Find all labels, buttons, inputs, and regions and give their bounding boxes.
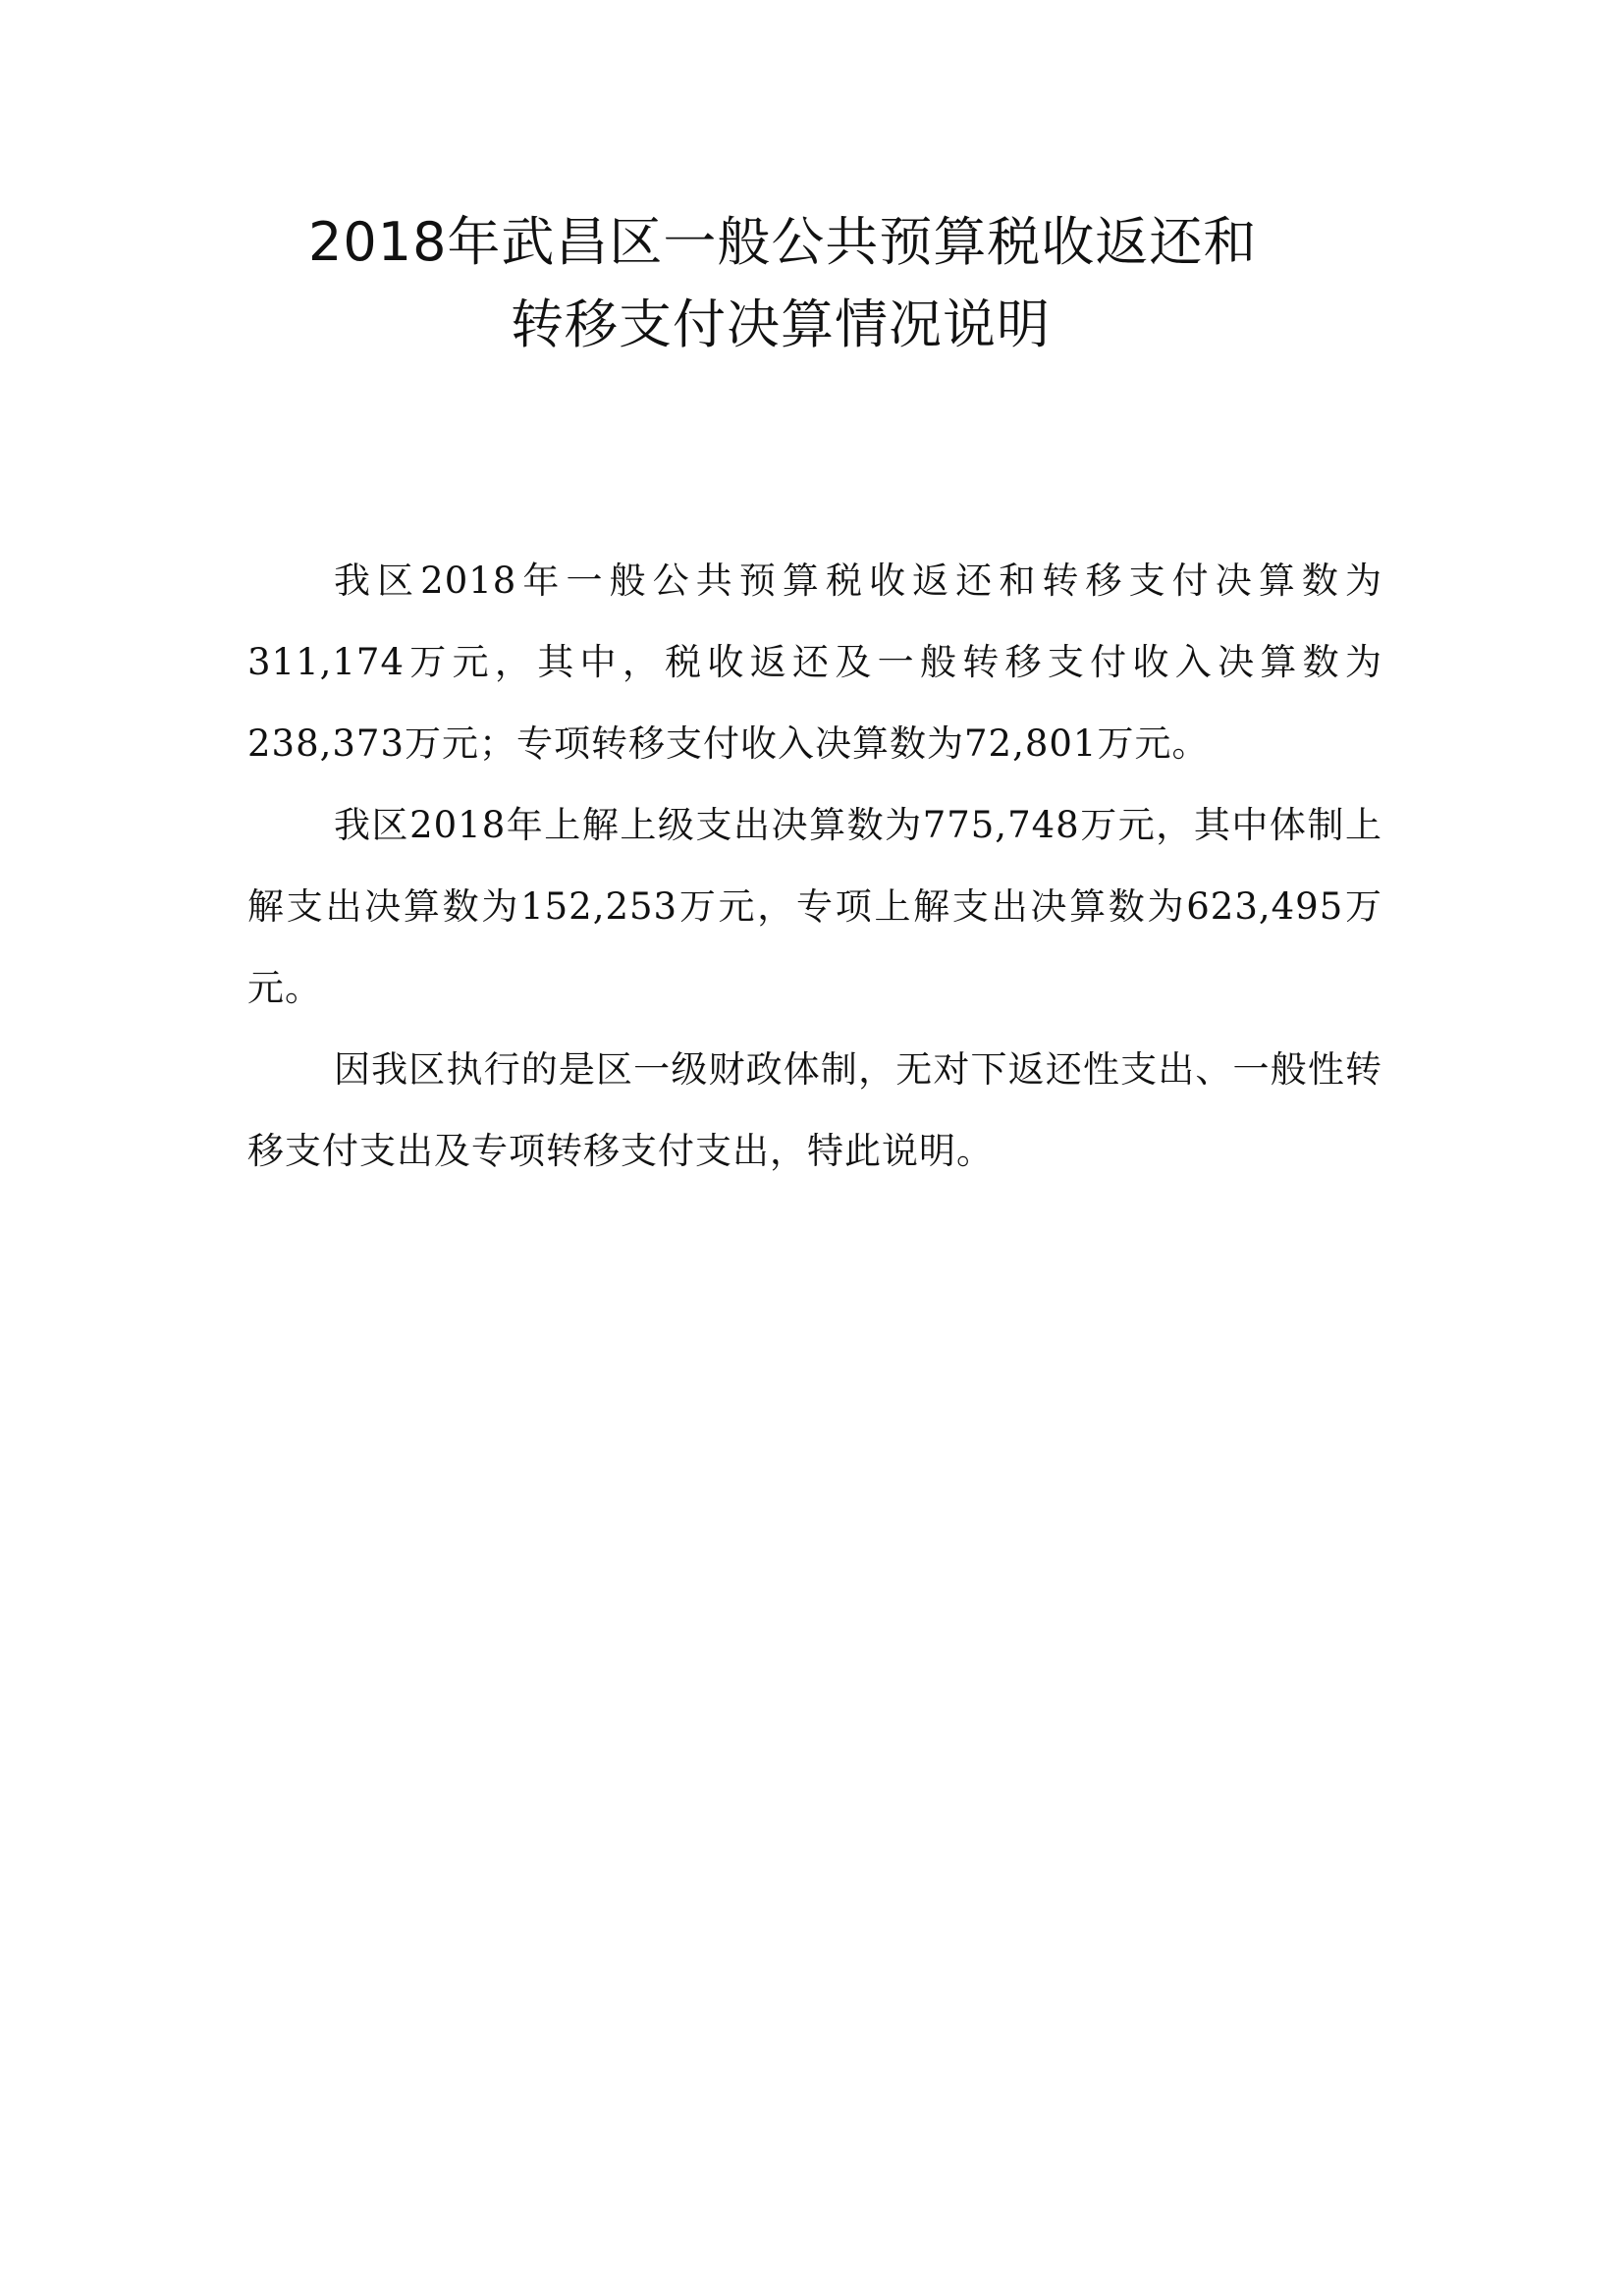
title-line-2: 转移支付决算情况说明: [511, 294, 1051, 355]
title-line-1: 2018年武昌区一般公共预算税收返还和: [308, 211, 1258, 273]
document-body: [247, 540, 1382, 1192]
document-title: [245, 201, 1384, 366]
paragraph-transfer-revenue: 我区2018年一般公共预算税收返还和转移支付决算数为311,174万元，其中，税收返还及一般转移支付收入决算数为238,373万元；专项转移支付收入决算数为72,801万元。: [247, 560, 1382, 765]
paragraph-explanation: 因我区执行的是区一级财政体制，无对下返还性支出、一般性转移支付支出及专项转移支付支出，特此说明。: [247, 1048, 1382, 1172]
paragraph-remittance-expenditure: 我区2018年上解上级支出决算数为775,748万元，其中体制上解支出决算数为152,253万元，专项上解支出决算数为623,495万元。: [247, 804, 1382, 1009]
